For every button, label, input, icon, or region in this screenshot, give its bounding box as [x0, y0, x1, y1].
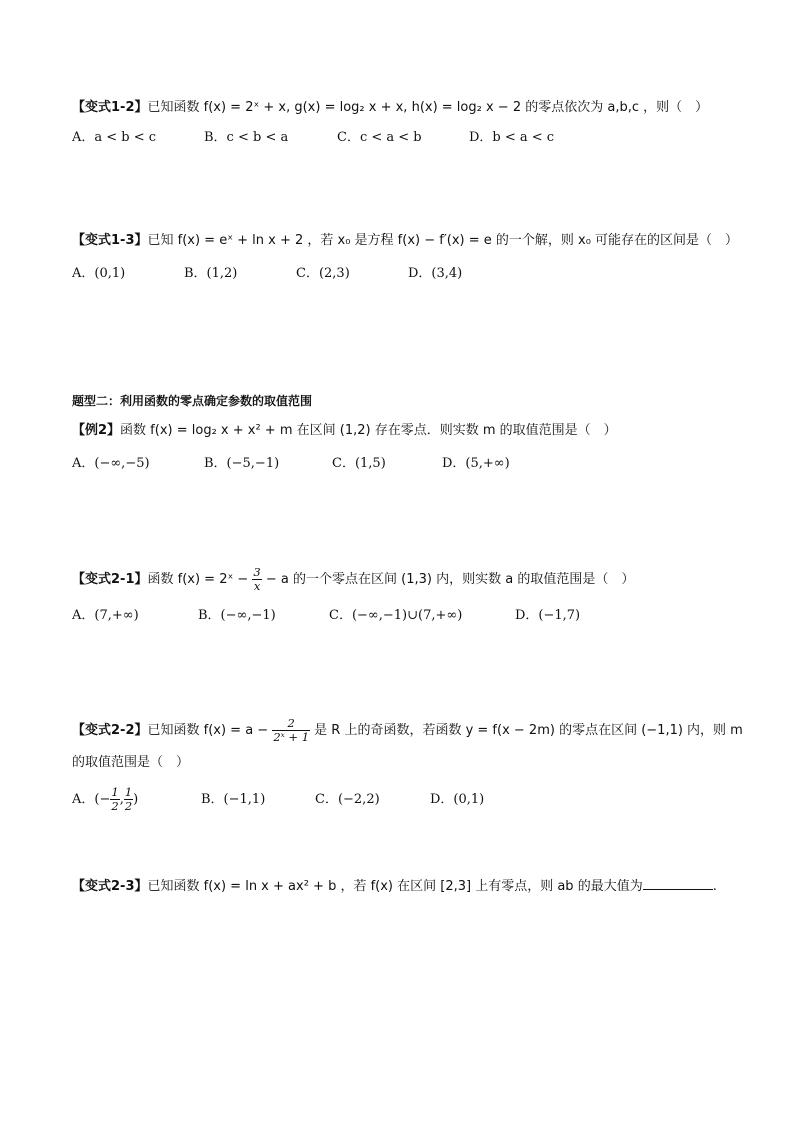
option-d: D．(0,1): [430, 792, 485, 807]
option-c: C．(−∞,−1)∪(7,+∞): [329, 608, 463, 623]
fraction-denominator: 2: [124, 799, 133, 813]
option-d: D．(5,+∞): [442, 456, 510, 471]
question-text-line-2: 的取值范围是（ ）: [72, 755, 190, 770]
fraction: [124, 786, 133, 813]
option-d: D．(3,4): [408, 266, 463, 281]
question-text: 已知 f(x) = eˣ + ln x + 2 ，若 x₀ 是方程 f(x) − f′(x) = e 的一个解，则 x₀ 可能存在的区间是（ ）: [147, 233, 739, 248]
question-text-after: 是 R 上的奇函数，若函数 y = f(x − 2m) 的零点在区间 (−1,1) 内，则 m: [314, 723, 743, 738]
fraction: [252, 566, 261, 593]
question-tag: 【变式2-3】: [72, 879, 148, 894]
question-text-before: 已知函数 f(x) = a −: [147, 723, 269, 738]
question-end: .: [712, 879, 717, 894]
question-text-before: 函数 f(x) = 2ˣ −: [147, 572, 249, 587]
question-text: 函数 f(x) = log₂ x + x² + m 在区间 (1,2) 存在零点．则实数 m 的取值范围是（ ）: [120, 423, 617, 438]
section-heading: 题型二：利用函数的零点确定参数的取值范围: [72, 394, 313, 408]
option-a: [72, 786, 138, 813]
question-2: [72, 231, 738, 251]
option-a-suffix: ): [133, 792, 139, 807]
fraction-numerator: 1: [124, 785, 133, 799]
option-c: C．(1,5): [332, 456, 386, 471]
option-c: C．c < a < b: [337, 130, 422, 145]
option-b: B．c < b < a: [204, 130, 289, 145]
option-a: A．a < b < c: [72, 130, 157, 145]
question-tag: 【变式2-2】: [72, 723, 148, 738]
question-1: [72, 98, 708, 118]
fraction-denominator: 2ˣ + 1: [273, 730, 310, 744]
option-b: B．(−∞,−1): [198, 608, 276, 623]
option-d: D．b < a < c: [469, 130, 555, 145]
question-4: [72, 566, 634, 593]
question-tag: 【例2】: [72, 423, 121, 438]
option-b: B．(−5,−1): [204, 456, 280, 471]
fraction: [110, 786, 119, 813]
option-a-separator: ,: [119, 792, 124, 807]
option-c: C．(−2,2): [315, 792, 380, 807]
question-text: 已知函数 f(x) = 2ˣ + x, g(x) = log₂ x + x, h(x) = log₂ x − 2 的零点依次为 a,b,c ，则（ ）: [147, 100, 709, 115]
question-tag: 【变式2-1】: [72, 572, 148, 587]
option-d: D．(−1,7): [515, 608, 581, 623]
option-a-prefix: A．(−: [72, 792, 111, 807]
option-b: B．(1,2): [184, 266, 238, 281]
question-text: 已知函数 f(x) = ln x + ax² + b ，若 f(x) 在区间 [2,3] 上有零点，则 ab 的最大值为: [147, 879, 643, 894]
fraction-denominator: x: [253, 579, 261, 593]
fraction-numerator: 2: [272, 717, 310, 731]
question-6: [72, 877, 717, 897]
option-c: C．(2,3): [296, 266, 350, 281]
answer-blank: [643, 877, 713, 890]
fraction: [272, 717, 310, 744]
option-b: B．(−1,1): [201, 792, 266, 807]
question-3: [72, 421, 617, 441]
question-tag: 【变式1-2】: [72, 100, 148, 115]
question-5-line-2: [72, 753, 189, 773]
question-text-after: − a 的一个零点在区间 (1,3) 内，则实数 a 的取值范围是（ ）: [265, 572, 635, 587]
option-a: A．(−∞,−5): [72, 456, 150, 471]
question-tag: 【变式1-3】: [72, 233, 148, 248]
fraction-numerator: 3: [253, 565, 261, 579]
option-a: A．(7,+∞): [72, 608, 139, 623]
option-a: A．(0,1): [72, 266, 126, 281]
fraction-denominator: 2: [111, 799, 119, 813]
question-5: [72, 717, 743, 744]
fraction-numerator: 1: [111, 785, 119, 799]
